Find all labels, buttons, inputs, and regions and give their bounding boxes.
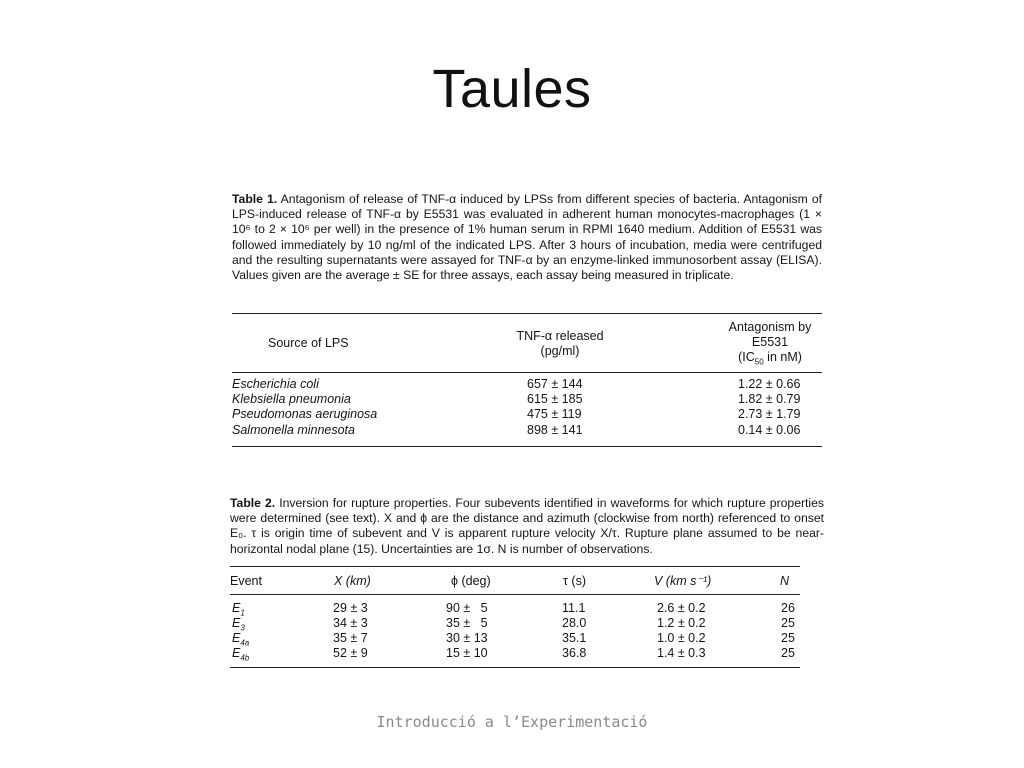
ic50-subscript: 50 bbox=[754, 357, 764, 367]
table2-x-cell: 34 ± 3 bbox=[333, 616, 368, 630]
table2-n-cell: 25 bbox=[781, 631, 795, 645]
table1-header-tnf-line1: TNF-α released bbox=[516, 329, 604, 343]
table1-header-ant-line1: Antagonism by bbox=[728, 320, 812, 334]
table2-header-phi: ϕ (deg) bbox=[451, 574, 491, 588]
event-letter: E bbox=[232, 631, 241, 645]
table2-phi-cell: 90 ± 5 bbox=[446, 601, 488, 615]
event-subscript: 4a bbox=[240, 638, 250, 648]
table2-tau-cell: 28.0 bbox=[562, 616, 587, 630]
table2-x-cell: 29 ± 3 bbox=[333, 601, 368, 615]
table2-top-rule bbox=[230, 566, 800, 567]
table2-n-cell: 26 bbox=[781, 601, 795, 615]
table1-header-rule bbox=[232, 372, 822, 373]
event-letter: E bbox=[232, 646, 241, 660]
table2-event-cell bbox=[232, 646, 249, 666]
table1-tnf-cell: 657 ± 144 bbox=[527, 377, 583, 391]
table1-header-tnf-line2: (pg/ml) bbox=[540, 344, 580, 358]
slide-title: Taules bbox=[432, 59, 592, 119]
table2-header-n: N bbox=[780, 574, 790, 588]
table2-header-x: X (km) bbox=[334, 574, 371, 588]
table1-bottom-rule bbox=[232, 446, 822, 447]
table2-x-cell: 52 ± 9 bbox=[333, 646, 368, 660]
event-letter: E bbox=[232, 616, 241, 630]
table2-caption-text: Inversion for rupture properties. Four subevents identified in waveforms for which rupture properties were determined (see text). X and ϕ are the distance and azimuth (clockwise from north) referenced to onset E₀. τ is origin time of subevent and V is apparent rupture velocity X/τ. Rupture plane assumed to be near-horizontal nodal plane (15). Uncertainties are 1σ. N is number of observations. bbox=[230, 496, 824, 556]
event-subscript: 4b bbox=[240, 653, 250, 663]
ic50-suffix: in nM) bbox=[763, 350, 802, 364]
table1-tnf-cell: 615 ± 185 bbox=[527, 392, 583, 406]
table2-header-v: V (km s⁻¹) bbox=[654, 574, 712, 588]
table2-v-cell: 1.2 ± 0.2 bbox=[657, 616, 706, 630]
table1-caption-label: Table 1. bbox=[232, 192, 278, 206]
table2-header-tau: τ (s) bbox=[563, 574, 586, 588]
table2-v-cell: 1.4 ± 0.3 bbox=[657, 646, 706, 660]
table2-x-cell: 35 ± 7 bbox=[333, 631, 368, 645]
table2-caption-label: Table 2. bbox=[230, 496, 276, 510]
table2-phi-cell: 30 ± 13 bbox=[446, 631, 488, 645]
table1-source-cell: Pseudomonas aeruginosa bbox=[232, 407, 378, 421]
table2-phi-cell: 35 ± 5 bbox=[446, 616, 488, 630]
table1-header-ant-line3 bbox=[705, 350, 835, 370]
table2-tau-cell: 11.1 bbox=[562, 601, 586, 615]
table1-tnf-cell: 898 ± 141 bbox=[527, 423, 583, 437]
table2-tau-cell: 35.1 bbox=[562, 631, 587, 645]
table1-source-cell: Salmonella minnesota bbox=[232, 423, 355, 437]
table2-tau-cell: 36.8 bbox=[562, 646, 587, 660]
event-subscript: 1 bbox=[240, 608, 245, 618]
table2-caption bbox=[230, 496, 824, 557]
table1-antagonism-cell: 2.73 ± 1.79 bbox=[738, 407, 801, 421]
table1-caption bbox=[232, 192, 822, 283]
table2-header-rule bbox=[230, 594, 800, 595]
table2-header-event: Event bbox=[230, 574, 262, 588]
table2-phi-cell: 15 ± 10 bbox=[446, 646, 488, 660]
table2-v-cell: 2.6 ± 0.2 bbox=[657, 601, 706, 615]
table2-v-cell: 1.0 ± 0.2 bbox=[657, 631, 706, 645]
event-subscript: 3 bbox=[240, 623, 245, 633]
ic50-prefix: (IC bbox=[738, 350, 755, 364]
table1-source-cell: Klebsiella pneumonia bbox=[232, 392, 351, 406]
table1-source-cell: Escherichia coli bbox=[232, 377, 319, 391]
table1-header-source: Source of LPS bbox=[268, 336, 349, 350]
table1-caption-text: Antagonism of release of TNF-α induced by LPSs from different species of bacteria. Antagonism of LPS-induced release of TNF-α by E5531 was evaluated in adherent human monocytes-macrophages (1 × 10⁶ to 2 × 10⁶ per well) in the presence of 1% human serum in RPMI 1640 medium. Addition of E5531 was followed immediately by 10 ng/ml of the indicated LPS. After 3 hours of incubation, media were centrifuged and the resulting supernatants were assayed for TNF-α by an enzyme-linked immunosorbent assay (ELISA). Values given are the average ± SE for three assays, each assay being measured in triplicate. bbox=[232, 192, 823, 283]
table2-n-cell: 25 bbox=[781, 616, 795, 630]
table1-top-rule bbox=[232, 313, 822, 314]
event-letter: E bbox=[232, 601, 241, 615]
table1-antagonism-cell: 0.14 ± 0.06 bbox=[738, 423, 801, 437]
table2-n-cell: 25 bbox=[781, 646, 795, 660]
table1-antagonism-cell: 1.82 ± 0.79 bbox=[738, 392, 801, 406]
table1-antagonism-cell: 1.22 ± 0.66 bbox=[738, 377, 801, 391]
table1-header-ant-line2: E5531 bbox=[751, 335, 789, 349]
table2-bottom-rule bbox=[230, 667, 800, 668]
table1-tnf-cell: 475 ± 119 bbox=[527, 407, 582, 421]
slide-footer: Introducció a l’Experimentació bbox=[376, 713, 648, 731]
